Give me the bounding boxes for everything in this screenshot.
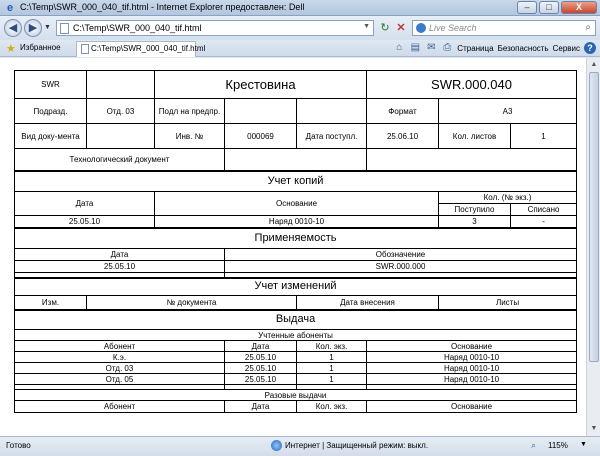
- received-label: Дата поступл.: [297, 124, 367, 149]
- copies-col-written-off: Списано: [511, 204, 577, 216]
- subdiv-value: Отд. 03: [87, 99, 155, 124]
- document-title: Крестовина: [155, 71, 367, 99]
- received-value: 25.06.10: [367, 124, 439, 149]
- ie-logo-icon: e: [6, 2, 14, 14]
- copies-col-received: Поступило: [439, 204, 511, 216]
- refresh-icon[interactable]: ↻: [380, 22, 390, 34]
- back-button[interactable]: ◀: [4, 19, 22, 37]
- doc-type-label: Вид доку-мента: [15, 124, 87, 149]
- table-row: 25.05.10 Наряд 0010-10 3 -: [15, 216, 577, 228]
- document-card-table: [14, 70, 577, 413]
- section-changes: Учет изменений: [15, 278, 577, 296]
- command-tools: [393, 42, 596, 54]
- maximize-button[interactable]: □: [539, 1, 559, 14]
- org-cell: SWR: [15, 71, 87, 99]
- title-bar: [0, 0, 600, 16]
- status-text: Готово: [6, 441, 31, 450]
- search-box[interactable]: [412, 20, 596, 36]
- scrollbar-thumb[interactable]: [589, 72, 599, 362]
- tech-doc-label: Технологический документ: [15, 149, 225, 171]
- zoom-level[interactable]: 115%: [548, 441, 568, 450]
- scroll-down-icon[interactable]: ▼: [590, 425, 598, 432]
- changes-col-change: Изм.: [15, 296, 87, 310]
- scroll-up-icon[interactable]: ▲: [590, 61, 598, 68]
- command-bar: [0, 40, 600, 57]
- signed-label: Подл на предпр.: [155, 99, 225, 124]
- inv-value: 000069: [225, 124, 297, 149]
- status-bar: [0, 436, 600, 456]
- sheets-label: Кол. листов: [439, 124, 511, 149]
- issue-col-basis: Основание: [367, 341, 577, 352]
- page-content: [0, 58, 600, 436]
- registered-title: Учтенные абоненты: [15, 330, 577, 341]
- live-search-icon: [416, 23, 426, 33]
- page-menu[interactable]: Страница: [457, 43, 494, 53]
- inv-label: Инв. №: [155, 124, 225, 149]
- section-usage: Применяемость: [15, 228, 577, 249]
- changes-col-sheets: Листы: [439, 296, 577, 310]
- section-copies: Учет копий: [15, 171, 577, 192]
- table-row: Отд. 03 25.05.10 1 Наряд 0010-10: [15, 363, 577, 374]
- copies-col-basis: Основание: [155, 192, 439, 216]
- favorites-star-icon[interactable]: ★: [6, 43, 16, 55]
- issue-col-qty: Кол. экз.: [297, 341, 367, 352]
- address-dropdown-icon[interactable]: ▼: [363, 23, 370, 30]
- section-issue: Выдача: [15, 310, 577, 330]
- table-row: 25.05.10 SWR.000.000: [15, 261, 577, 273]
- usage-col-designation: Обозначение: [225, 249, 577, 261]
- document-code: SWR.000.040: [367, 71, 577, 99]
- page-icon: [60, 23, 69, 34]
- search-icon[interactable]: ⌕: [585, 22, 591, 33]
- changes-col-docnum: № документа: [87, 296, 297, 310]
- issue-col-date: Дата: [225, 341, 297, 352]
- address-url[interactable]: C:\Temp\SWR_000_040_tif.html: [73, 23, 202, 33]
- safety-menu[interactable]: Безопасность: [497, 43, 549, 53]
- oneoff-col-subscriber: Абонент: [15, 401, 225, 413]
- internet-zone-icon: [271, 440, 282, 451]
- close-button[interactable]: X: [561, 1, 597, 14]
- browser-tab[interactable]: [76, 41, 206, 57]
- format-label: Формат: [367, 99, 439, 124]
- issue-col-subscriber: Абонент: [15, 341, 225, 352]
- table-row: Отд. 05 25.05.10 1 Наряд 0010-10: [15, 374, 577, 385]
- zoom-dropdown-icon[interactable]: ▼: [580, 441, 587, 448]
- search-input[interactable]: Live Search: [429, 23, 477, 33]
- usage-col-date: Дата: [15, 249, 225, 261]
- home-icon[interactable]: ⌂: [396, 42, 403, 53]
- window-title: C:\Temp\SWR_000_040_tif.html - Internet Explorer предоставлен: Dell: [20, 2, 305, 12]
- tools-menu[interactable]: Сервис: [552, 43, 580, 53]
- changes-col-date: Дата внесения: [297, 296, 439, 310]
- minimize-button[interactable]: –: [517, 1, 537, 14]
- tab-title: C:\Temp\SWR_000_040_tif.html: [91, 44, 206, 53]
- copies-col-qty: Кол. (№ экз.): [439, 192, 577, 204]
- address-bar[interactable]: [56, 20, 374, 36]
- recent-pages-dropdown-icon[interactable]: ▼: [44, 24, 51, 31]
- stop-icon[interactable]: ✕: [396, 22, 406, 34]
- table-row: К.э. 25.05.10 1 Наряд 0010-10: [15, 352, 577, 363]
- help-icon[interactable]: ?: [584, 42, 596, 54]
- print-icon[interactable]: ⎙: [443, 42, 452, 53]
- subdiv-label: Подразд.: [15, 99, 87, 124]
- format-value: А3: [439, 99, 577, 124]
- security-zone[interactable]: Интернет | Защищенный режим: выкл.: [285, 441, 429, 450]
- feeds-icon[interactable]: ▤: [410, 42, 421, 53]
- window-controls: [517, 1, 597, 14]
- oneoff-col-qty: Кол. экз.: [297, 401, 367, 413]
- sheets-value: 1: [511, 124, 577, 149]
- copies-col-date: Дата: [15, 192, 155, 216]
- zoom-icon[interactable]: ⌕: [530, 440, 537, 450]
- oneoff-col-basis: Основание: [367, 401, 577, 413]
- oneoff-col-date: Дата: [225, 401, 297, 413]
- address-row: [0, 16, 600, 40]
- oneoff-title: Разовые выдачи: [15, 390, 577, 401]
- tab-page-icon: [81, 44, 89, 54]
- mail-icon[interactable]: ✉: [427, 42, 436, 53]
- forward-button[interactable]: ▶: [24, 19, 42, 37]
- vertical-scrollbar[interactable]: [586, 58, 600, 436]
- favorites-button[interactable]: Избранное: [20, 43, 61, 52]
